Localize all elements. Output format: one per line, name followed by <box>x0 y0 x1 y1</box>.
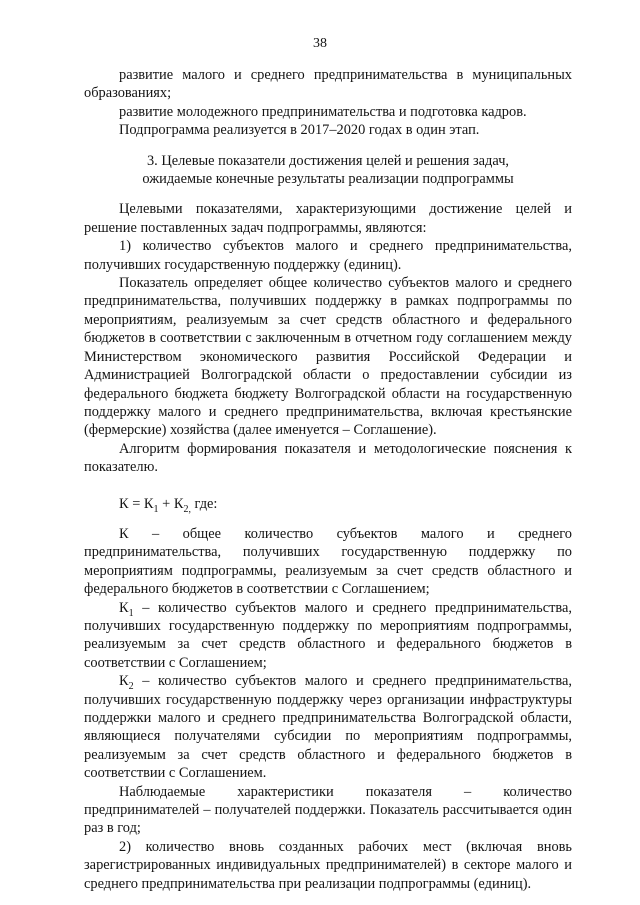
definition <box>84 599 572 673</box>
section-heading-line: 3. Целевые показатели достижения целей и решения задач, <box>146 152 510 169</box>
paragraph: 2) количество вновь созданных рабочих мест (включая вновь зарегистрированных индивидуальных предпринимателей) в секторе малого и среднего предпринимательства при реализации подпрограммы (единиц). <box>84 838 572 892</box>
definition-symbol: К <box>119 599 129 616</box>
definition-text: – количество субъектов малого и среднего предпринимательства, получивших государственную поддержку по мероприятиям подпрограммы, реализуемым за счет средств областного и федерального бюджетов в соответствии с Соглашением; <box>84 599 572 671</box>
paragraph: Наблюдаемые характеристики показателя – количество предпринимателей – получателей поддержки. Показатель рассчитывается один раз в год; <box>84 783 572 837</box>
definition-text: – количество субъектов малого и среднего предпринимательства, получивших государственную поддержку через организации инфраструктуры поддержки малого и среднего предпринимательства Волгоградской области, являющиеся получателями субсидии по мероприятиям подпрограммы, реализуемым за счет средств областного и федерального бюджетов в соответствии с Соглашением. <box>84 673 572 782</box>
list-item: Подпрограмма реализуется в 2017–2020 годах в один этап. <box>119 122 480 139</box>
page-number: 38 <box>313 36 327 51</box>
section-heading <box>84 152 572 189</box>
formula-sub: 1 <box>153 503 159 515</box>
definition-symbol: К <box>119 673 129 690</box>
definition <box>84 672 572 782</box>
paragraph: Целевыми показателями, характеризующими достижение целей и решение поставленных задач подпрограммы, являются: <box>84 201 572 236</box>
paragraph: Алгоритм формирования показателя и методологические пояснения к показателю. <box>84 440 572 476</box>
list-item: развитие малого и среднего предпринимательства в муниципальных образованиях; <box>84 67 572 102</box>
formula-sub: 2, <box>183 503 191 515</box>
formula-tail: где: <box>190 495 218 512</box>
paragraph: 1) количество субъектов малого и среднего предпринимательства, получивших государственную поддержку (единиц). <box>84 238 572 273</box>
definition: К – общее количество субъектов малого и среднего предпринимательства, получивших государственную поддержку по мероприятиям подпрограммы, реализуемым за счет средств областного и федерального бюджетов в соответствии с Соглашением; <box>84 525 572 598</box>
list-item: развитие молодежного предпринимательства и подготовка кадров. <box>119 103 527 120</box>
definition-sub: 2 <box>128 681 134 693</box>
formula-lhs: К = К <box>119 495 154 512</box>
page-content <box>84 66 572 893</box>
paragraph: Показатель определяет общее количество субъектов малого и среднего предпринимательства, получивших поддержку в рамках подпрограммы по мероприятиям, реализуемым за счет средств областного и федерального бюджетов в соответствии с заключенным в отчетном году соглашением между Министерством экономического развития Российской Федерации и Администрацией Волгоградской области о предоставлении субсидии из федерального бюджета бюджету Волгоградской области на государственную поддержку малого и среднего предпринимательства, включая крестьянские (фермерские) хозяйства (далее именуется – Соглашение). <box>84 275 572 439</box>
definition-sub: 1 <box>128 607 134 619</box>
section-heading-line: ожидаемые конечные результаты реализации подпрограммы <box>142 171 514 188</box>
formula <box>119 495 572 513</box>
formula-plus: + К <box>158 495 184 512</box>
